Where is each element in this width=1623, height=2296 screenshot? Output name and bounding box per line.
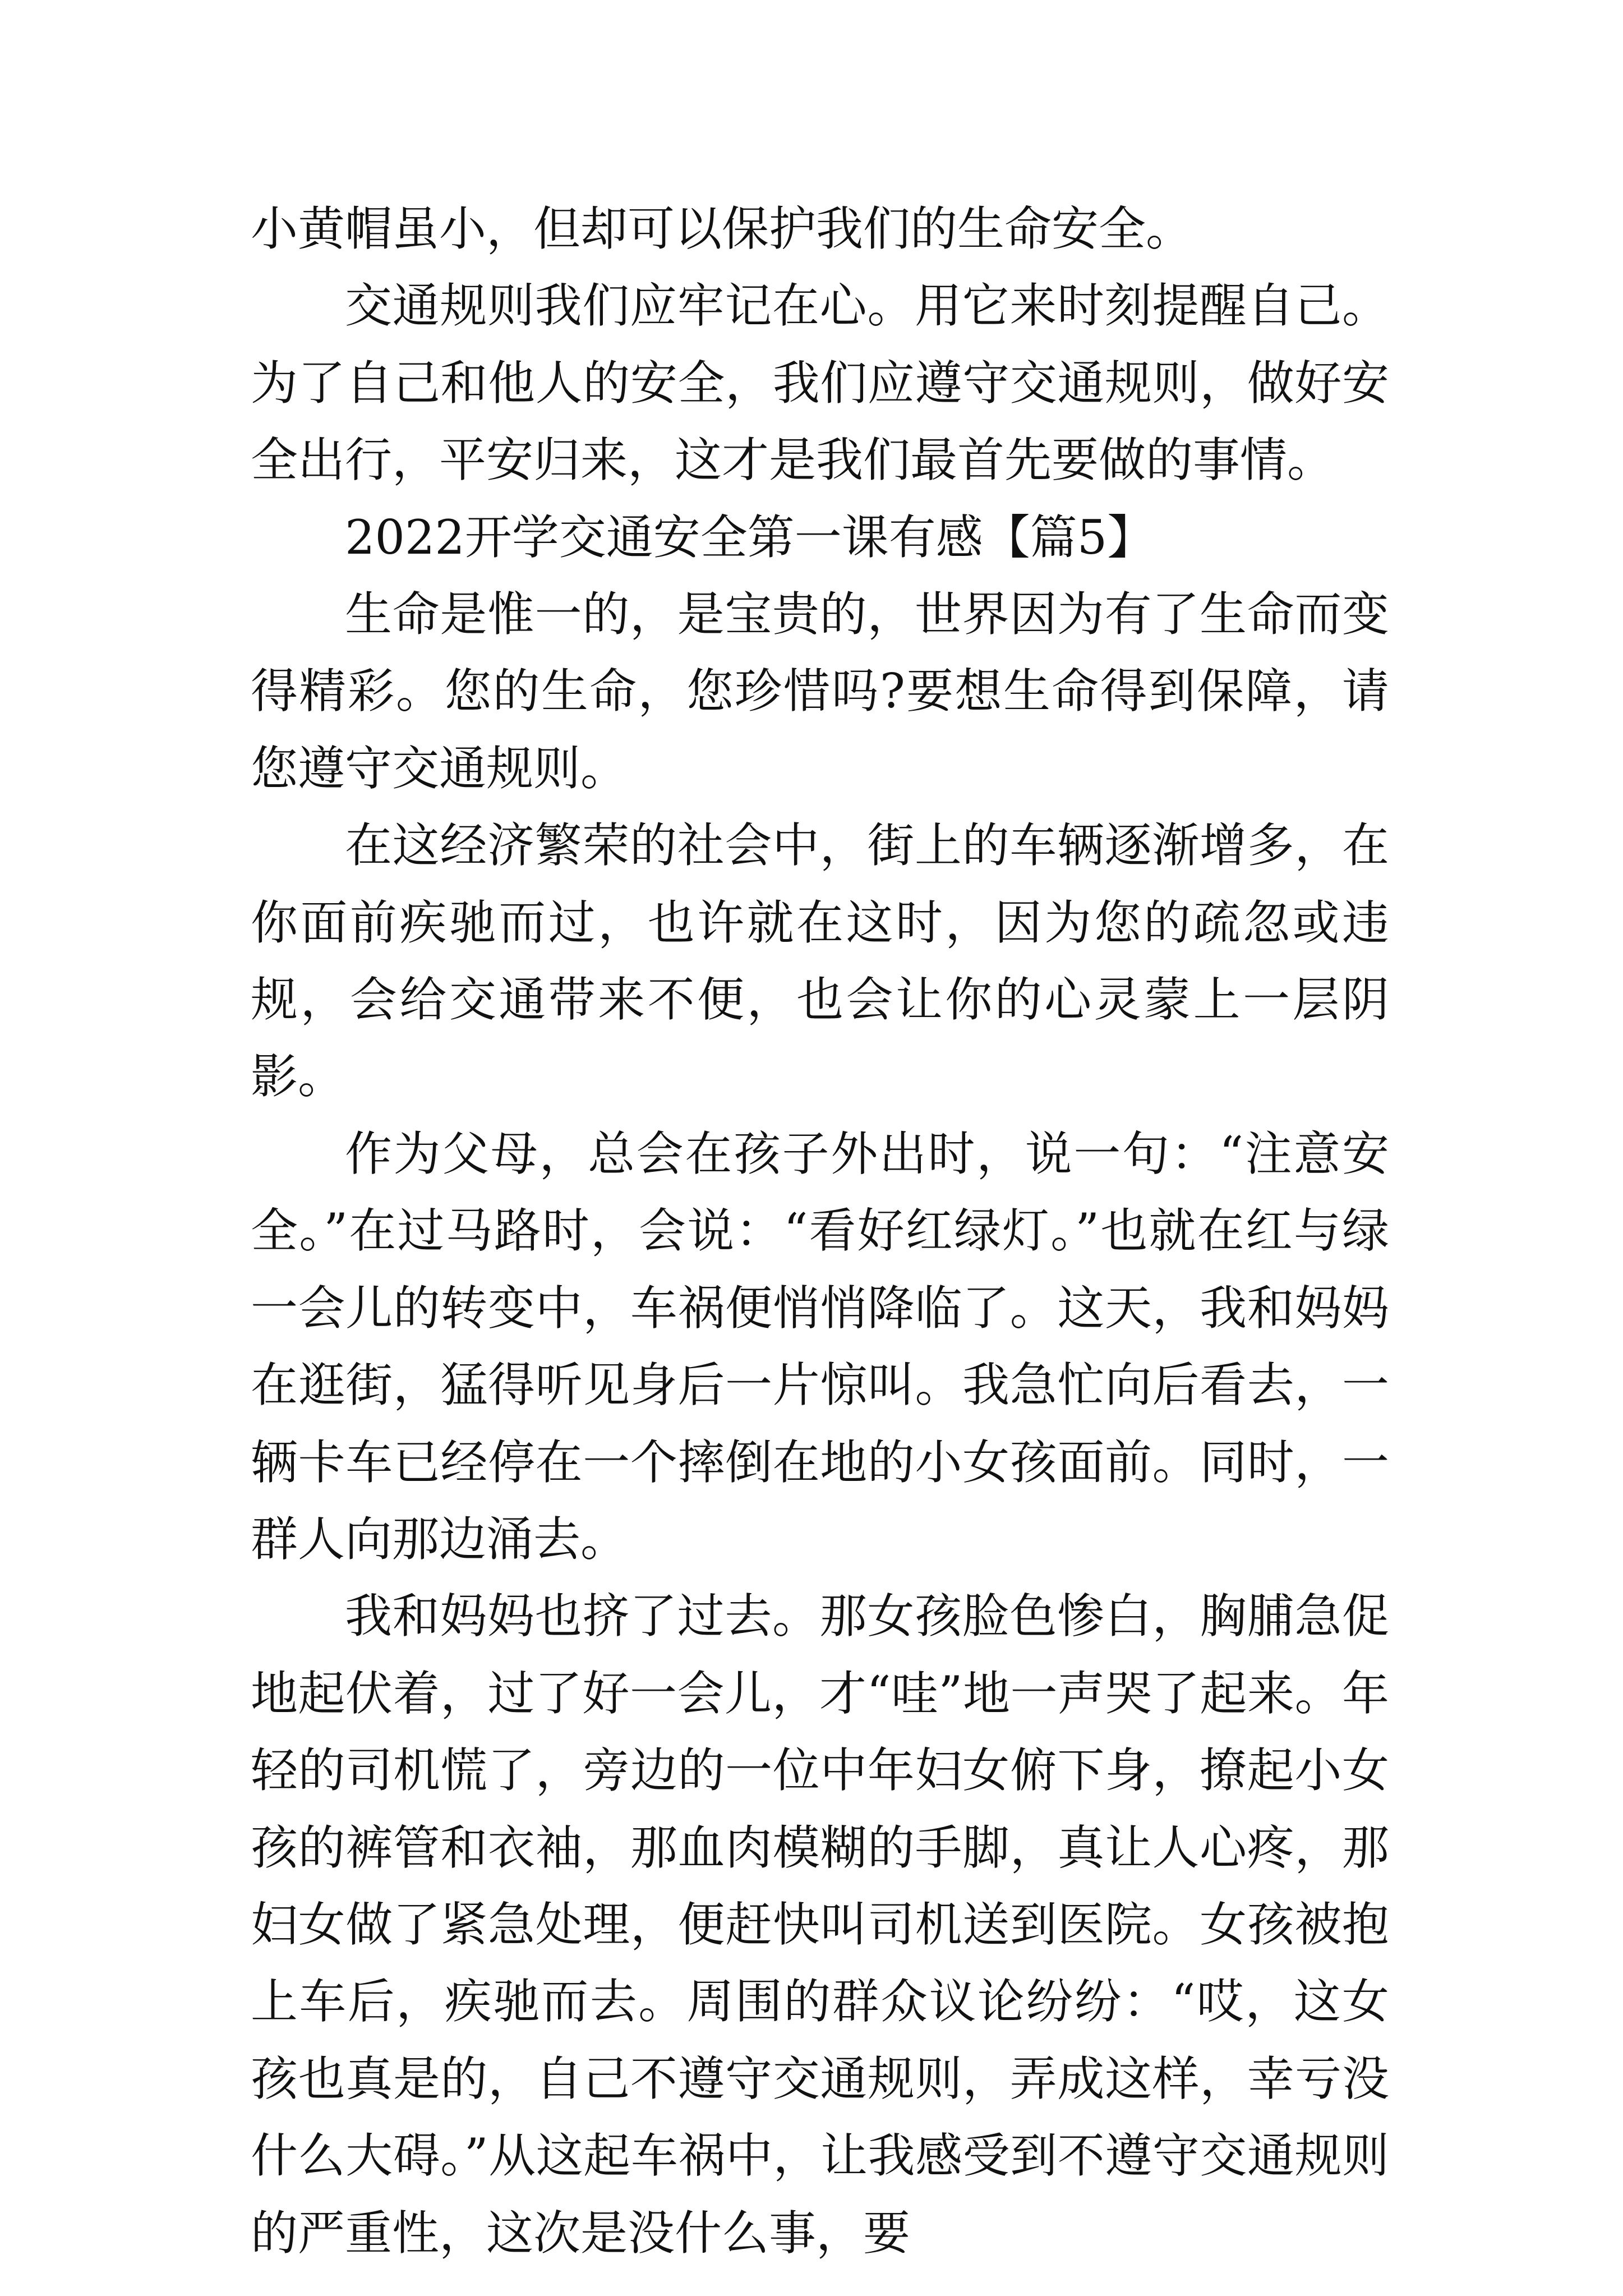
paragraph-intro-end: 小黄帽虽小，但却可以保护我们的生命安全。 bbox=[251, 201, 1193, 256]
section-heading: 2022开学交通安全第一课有感【篇5】 bbox=[345, 509, 1155, 565]
paragraph-economy-vehicles: 在这经济繁荣的社会中，街上的车辆逐渐增多，在你面前疾驰而过，也许就在这时，因为您的疏忽或违规，会给交通带来不便，也会让你的心灵蒙上一层阴影。 bbox=[251, 818, 1389, 1105]
paragraph-traffic-rules: 交通规则我们应牢记在心。用它来时刻提醒自己。为了自己和他人的安全，我们应遵守交通规则，做好安全出行，平安归来，这才是我们最首先要做的事情。 bbox=[251, 278, 1389, 488]
paragraph-accident-scene: 我和妈妈也挤了过去。那女孩脸色惨白，胸脯急促地起伏着，过了好一会儿，才“哇”地一声哭了起来。年轻的司机慌了，旁边的一位中年妇女俯下身，撩起小女孩的裤管和衣袖，那血肉模糊的手脚，真让人心疼，那妇女做了紧急处理，便赶快叫司机送到医院。女孩被抱上车后，疾驰而去。周围的群众议论纷纷：“哎，这女孩也真是的，自己不遵守交通规则，弄成这样，幸亏没什么大碍。”从这起车祸中，让我感受到不遵守交通规则的严重性，这次是没什么事，要 bbox=[251, 1589, 1389, 2261]
paragraph-life-precious: 生命是惟一的，是宝贵的，世界因为有了生命而变得精彩。您的生命，您珍惜吗?要想生命得到保障，请您遵守交通规则。 bbox=[251, 587, 1389, 796]
document-body bbox=[251, 191, 1389, 2272]
paragraph-parents-advice: 作为父母，总会在孩子外出时，说一句：“注意安全。”在过马路时，会说：“看好红绿灯。”也就在红与绿一会儿的转变中，车祸便悄悄降临了。这天，我和妈妈在逛街，猛得听见身后一片惊叫。我急忙向后看去，一辆卡车已经停在一个摔倒在地的小女孩面前。同时，一群人向那边涌去。 bbox=[251, 1126, 1389, 1567]
